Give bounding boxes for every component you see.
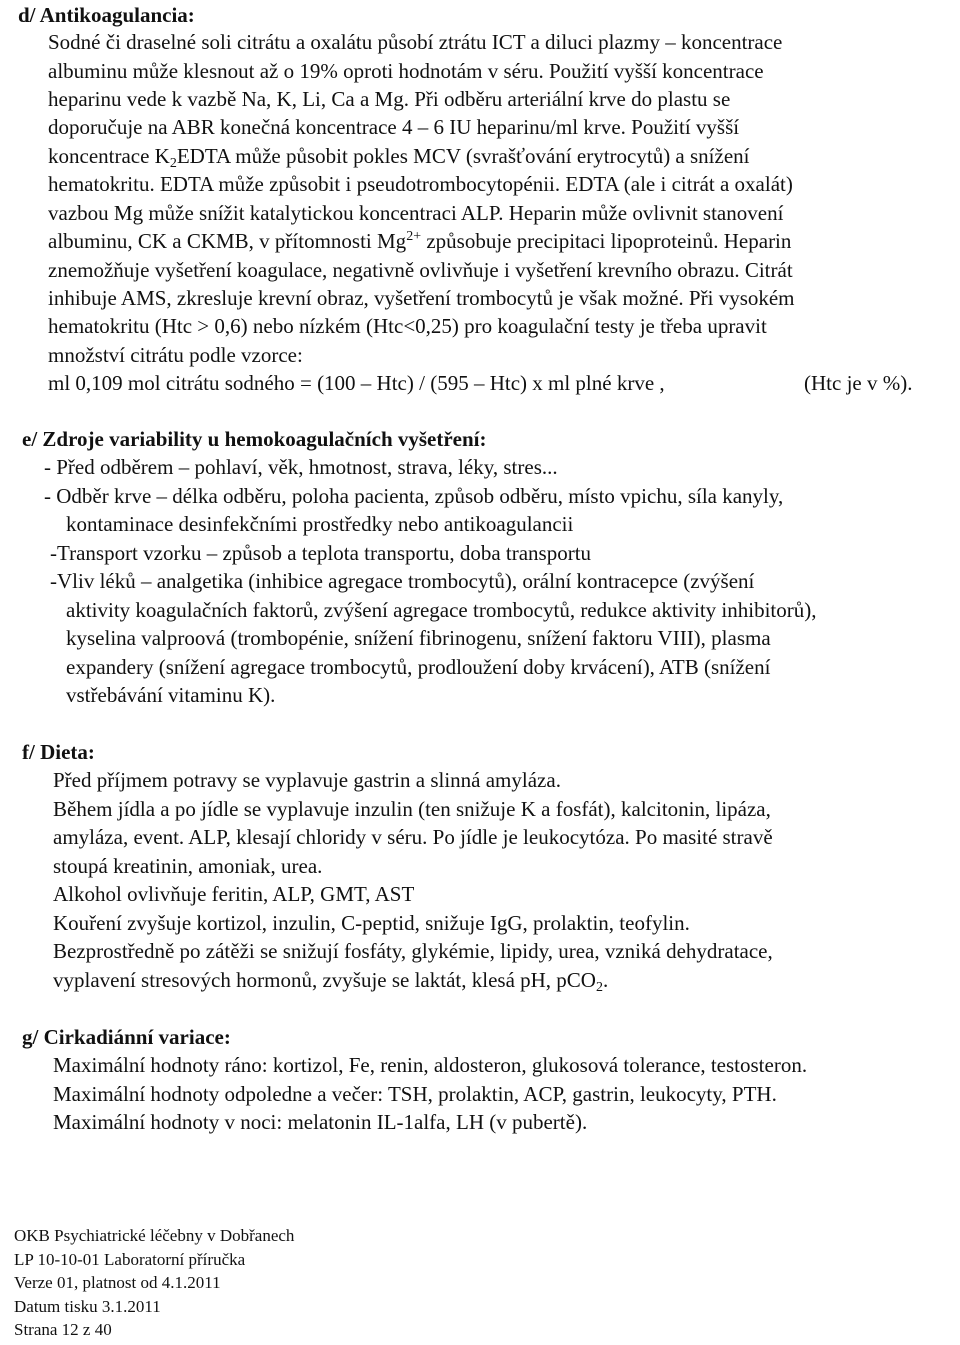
k2-subscript: 2	[169, 156, 177, 171]
section-e-line: kontaminace desinfekčními prostředky nebo antikoagulancii	[66, 512, 574, 536]
section-g-line: Maximální hodnoty ráno: kortizol, Fe, renin, aldosteron, glukosová tolerance, testosteron.	[53, 1053, 808, 1077]
footer-page-number: Strana 12 z 40	[14, 1320, 112, 1339]
footer-document-id: LP 10-10-01 Laboratorní příručka	[14, 1249, 246, 1269]
formula-line: ml 0,109 mol citrátu sodného = (100 – Htc) / (595 – Htc) x ml plné krve ,	[48, 371, 665, 395]
section-f-line: Před příjmem potravy se vyplavuje gastrin a slinná amyláza.	[53, 768, 561, 792]
section-e-heading: e/ Zdroje variability u hemokoagulačních vyšetření:	[22, 427, 487, 451]
section-e-line: kyselina valproová (trombopénie, snížení fibrinogenu, snížení faktoru VIII), plasma	[66, 626, 771, 650]
section-d-line: množství citrátu podle vzorce:	[48, 343, 303, 367]
section-d-line: heparinu vede k vazbě Na, K, Li, Ca a Mg. Při odběru arteriální krve do plastu se	[48, 87, 731, 111]
k2-prefix: koncentrace K	[48, 144, 170, 168]
section-d-line: vazbou Mg může snížit katalytickou koncentraci ALP. Heparin může ovlivnit stanovení	[48, 201, 784, 225]
section-g-heading: g/ Cirkadiánní variace:	[22, 1025, 231, 1049]
section-d-line	[48, 143, 750, 169]
section-e-line: -Transport vzorku – způsob a teplota transportu, doba transportu	[50, 541, 592, 565]
section-e-line: - Odběr krve – délka odběru, poloha pacienta, způsob odběru, místo vpichu, síla kanyly,	[44, 484, 784, 508]
section-f-heading: f/ Dieta:	[22, 740, 95, 764]
pco2-suffix: .	[602, 968, 609, 992]
section-f-line: Kouření zvyšuje kortizol, inzulin, C-peptid, snižuje IgG, prolaktin, teofylin.	[53, 911, 690, 935]
section-e-line: vstřebávání vitaminu K).	[66, 683, 276, 707]
section-d-line	[48, 228, 791, 254]
section-g-line: Maximální hodnoty v noci: melatonin IL-1alfa, LH (v pubertě).	[53, 1110, 588, 1134]
section-f-line: stoupá kreatinin, amoniak, urea.	[53, 854, 323, 878]
section-f-line	[53, 967, 608, 993]
section-e-line: - Před odběrem – pohlaví, věk, hmotnost, strava, léky, stres...	[44, 455, 558, 479]
section-e-line: expandery (snížení agregace trombocytů, prodloužení doby krvácení), ATB (snížení	[66, 655, 771, 679]
mg-superscript: 2+	[406, 229, 422, 244]
k2-rest: EDTA může působit pokles MCV (svrašťování erytrocytů) a snížení	[176, 144, 750, 168]
footer-version: Verze 01, platnost od 4.1.2011	[14, 1273, 221, 1292]
formula-note: (Htc je v %).	[804, 371, 913, 395]
section-f-line: Bezprostředně po zátěži se snižují fosfáty, glykémie, lipidy, urea, vzniká dehydratace,	[53, 939, 773, 963]
pco2-prefix: vyplavení stresových hormonů, zvyšuje se laktát, klesá pH, pCO	[53, 968, 596, 992]
section-f-line: Během jídla a po jídle se vyplavuje inzulin (ten snižuje K a fosfát), kalcitonin, lipáza,	[53, 797, 771, 821]
section-g-line: Maximální hodnoty odpoledne a večer: TSH, prolaktin, ACP, gastrin, leukocyty, PTH.	[53, 1082, 777, 1106]
section-d-line: albuminu může klesnout až o 19% oproti hodnotám v séru. Použití vyšší koncentrace	[48, 59, 764, 83]
page-footer	[14, 1224, 294, 1342]
section-d-line: inhibuje AMS, zkresluje krevní obraz, vyšetření trombocytů je však možné. Při vysokém	[48, 286, 795, 310]
section-d-line: Sodné či draselné soli citrátu a oxalátu působí ztrátu ICT a diluci plazmy – koncentrace	[48, 30, 783, 54]
section-e-line: aktivity koagulačních faktorů, zvýšení agregace trombocytů, redukce aktivity inhibitorů),	[66, 598, 817, 622]
section-d-line: doporučuje na ABR konečná koncentrace 4 – 6 IU heparinu/ml krve. Použití vyšší	[48, 115, 740, 139]
section-d-line: hematokritu (Htc > 0,6) nebo nízkém (Htc<0,25) pro koagulační testy je třeba upravit	[48, 314, 767, 338]
mg-rest: způsobuje precipitaci lipoproteinů. Heparin	[426, 229, 792, 253]
section-d-line: hematokritu. EDTA může způsobit i pseudotrombocytopénii. EDTA (ale i citrát a oxalát)	[48, 172, 793, 196]
mg-prefix: albuminu, CK a CKMB, v přítomnosti Mg	[48, 229, 407, 253]
footer-print-date: Datum tisku 3.1.2011	[14, 1296, 161, 1316]
section-e-line: -Vliv léků – analgetika (inhibice agregace trombocytů), orální kontracepce (zvýšení	[50, 569, 755, 593]
pco2-subscript: 2	[595, 980, 603, 995]
section-d-line: znemožňuje vyšetření koagulace, negativně ovlivňuje i vyšetření krevního obrazu. Citrát	[48, 258, 793, 282]
footer-institution: OKB Psychiatrické léčebny v Dobřanech	[14, 1226, 295, 1245]
section-f-line: Alkohol ovlivňuje feritin, ALP, GMT, AST	[53, 882, 415, 906]
section-d-heading: d/ Antikoagulancia:	[18, 3, 195, 27]
section-f-line: amyláza, event. ALP, klesají chloridy v séru. Po jídle je leukocytóza. Po masité stravě	[53, 825, 773, 849]
